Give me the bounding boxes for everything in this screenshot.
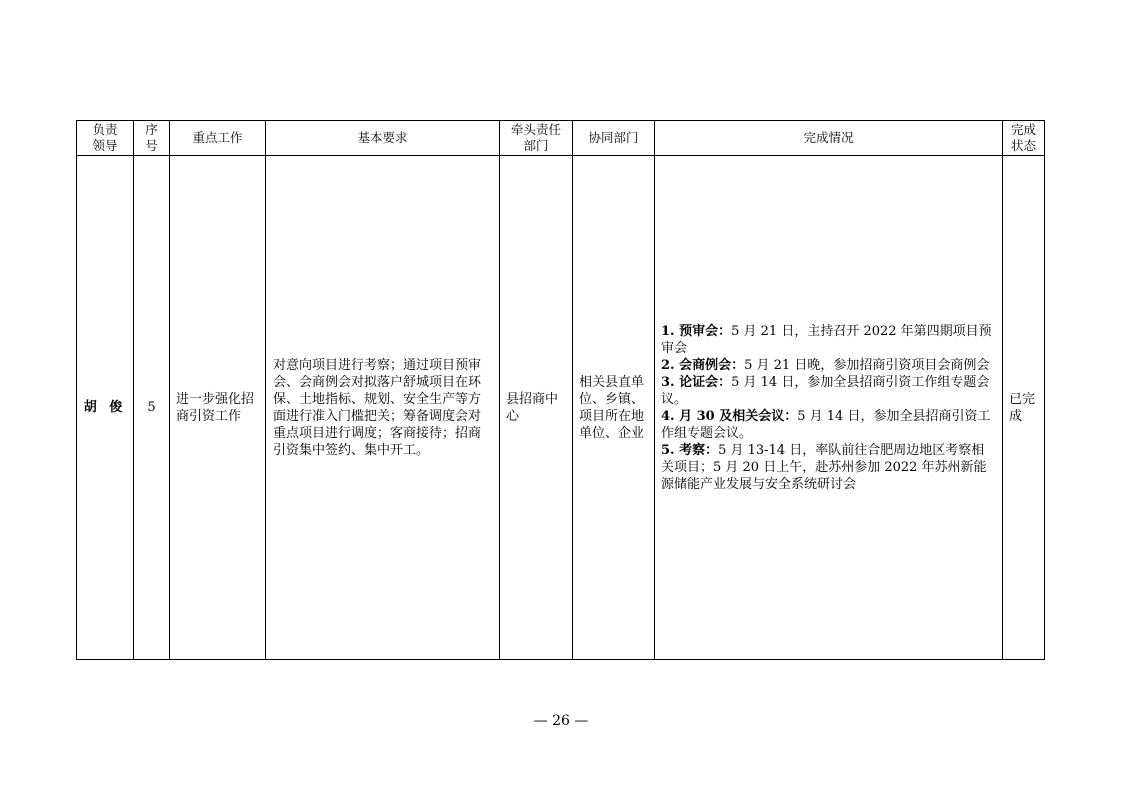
header-lead-dept-line-1: 牵头责任: [510, 122, 561, 137]
header-status-line-2: 状态: [1010, 138, 1036, 153]
header-requirements: 基本要求: [266, 121, 500, 156]
header-lead-dept: [500, 121, 573, 156]
work-progress-table: [76, 120, 1045, 660]
header-leader-line-1: 负责: [92, 122, 118, 137]
cell-coop-dept: 相关县直单位、乡镇、项目所在地单位、企业: [573, 156, 655, 660]
progress-item-1-text: 5 月 21 日，主持召开 2022 年第四期项目预审会: [661, 323, 992, 356]
header-no: [134, 121, 170, 156]
header-leader: [77, 121, 134, 156]
header-progress: 完成情况: [655, 121, 1003, 156]
header-status: [1003, 121, 1045, 156]
cell-leader: 胡 俊: [77, 156, 134, 660]
progress-item-5-text: 5 月 13-14 日，率队前往合肥周边地区考察相关项目；5 月 20 日上午，赴苏州参加 2022 年苏州新能源储能产业发展与安全系统研讨会: [661, 442, 987, 492]
progress-item-3: [661, 374, 996, 408]
progress-item-4: [661, 408, 996, 442]
header-status-line-1: 完成: [1010, 122, 1036, 137]
table-row: [77, 156, 1045, 660]
progress-item-1: [661, 323, 996, 357]
cell-task: 进一步强化招商引资工作: [170, 156, 266, 660]
progress-item-1-key: 1. 预审会：: [661, 323, 732, 339]
header-coop-dept: 协同部门: [573, 121, 655, 156]
progress-item-2-text: 5 月 21 日晚，参加招商引资项目会商例会: [744, 357, 990, 373]
header-no-line-2: 号: [145, 138, 158, 153]
header-lead-dept-line-2: 部门: [523, 138, 549, 153]
progress-item-3-text: 5 月 14 日，参加全县招商引资工作组专题会议。: [661, 374, 990, 407]
progress-item-5: [661, 442, 996, 493]
cell-no: 5: [134, 156, 170, 660]
table-header-row: [77, 121, 1045, 156]
progress-item-3-key: 3. 论证会：: [661, 374, 732, 390]
progress-item-2: [661, 357, 996, 374]
progress-item-4-key: 4. 月 30 及相关会议：: [661, 408, 798, 424]
header-task: 重点工作: [170, 121, 266, 156]
cell-lead-dept: 县招商中心: [500, 156, 573, 660]
progress-item-2-key: 2. 会商例会：: [661, 357, 745, 373]
header-no-line-1: 序: [145, 122, 158, 137]
progress-item-5-key: 5. 考察：: [661, 442, 719, 458]
header-leader-line-2: 领导: [92, 138, 118, 153]
cell-status: 已完成: [1003, 156, 1045, 660]
cell-requirements: 对意向项目进行考察；通过项目预审会、会商例会对拟落户舒城项目在环保、土地指标、规划、安全生产等方面进行准入门槛把关；筹备调度会对重点项目进行调度；客商接待；招商引资集中签约、集中开工。: [266, 156, 500, 660]
cell-progress: [655, 156, 1003, 660]
page-number: — 26 —: [533, 713, 589, 729]
progress-item-4-text: 5 月 14 日，参加全县招商引资工作组专题会议。: [661, 408, 991, 441]
